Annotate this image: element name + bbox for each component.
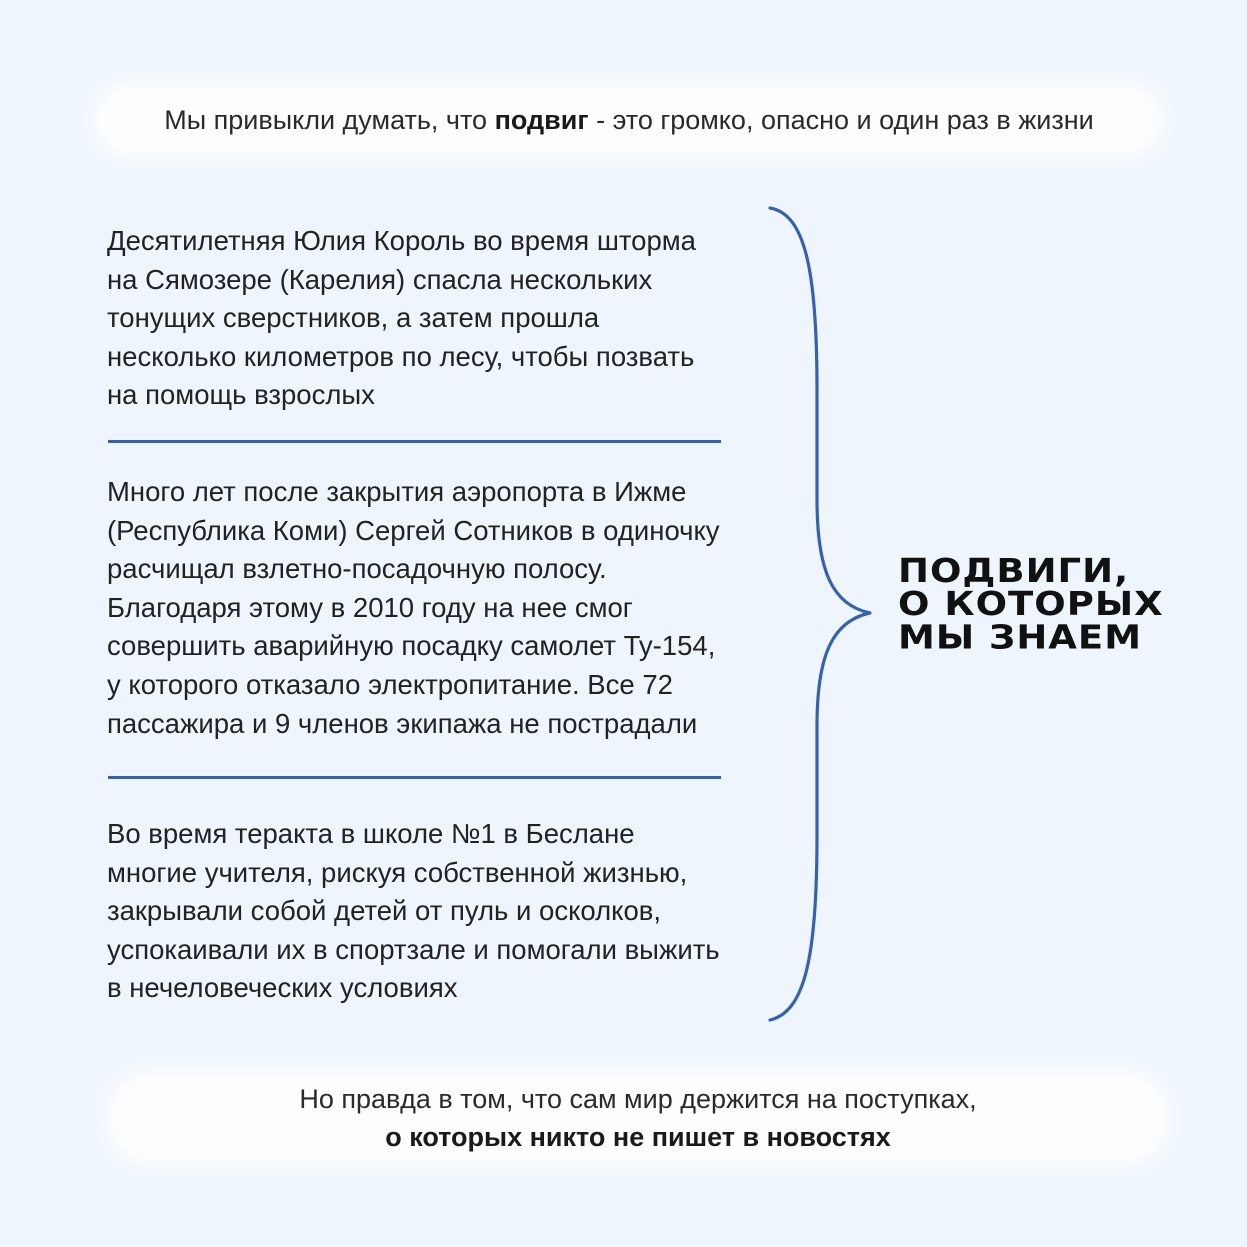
heading-line: ПОДВИГИ, [898, 551, 1130, 590]
story-yulia-korol [107, 222, 787, 415]
outro-line-2 [385, 1118, 891, 1156]
story-line: тонущих сверстников, а затем прошла [107, 302, 600, 334]
story-line: Во время теракта в школе №1 в Беслане [107, 818, 635, 849]
heading-line: МЫ ЗНАЕМ [898, 617, 1143, 657]
section-heading [898, 551, 1164, 657]
story-line: несколько километров по лесу, чтобы позвать [107, 340, 695, 372]
story-line: у которого отказало электропитание. Все 72 [107, 668, 673, 700]
story-line: успокаивали их в спортзале и помогали выжить [107, 933, 720, 965]
intro-text-before: Мы привыкли думать, что [164, 104, 495, 135]
story-line: совершить аварийную посадку самолет Ту-154, [107, 630, 716, 662]
divider [108, 440, 721, 443]
outro-line-2-bold: о которых никто не пишет в новостях [385, 1122, 891, 1152]
story-line: Десятилетняя Юлия Король во время шторма [107, 225, 696, 256]
intro-text [164, 105, 1094, 136]
story-line: в нечеловеческих условиях [107, 972, 458, 1004]
heading-line: О КОТОРЫХ [898, 584, 1164, 624]
story-beslan-teachers [107, 815, 787, 1008]
intro-text-bold: подвиг [494, 104, 589, 135]
curly-brace-icon [760, 200, 880, 1030]
story-line: многие учителя, рискуя собственной жизнью, [107, 856, 688, 888]
outro-banner [112, 1076, 1164, 1160]
intro-text-after: - это громко, опасно и один раз в жизни [588, 104, 1094, 135]
story-line: на помощь взрослых [107, 379, 375, 411]
divider [108, 776, 721, 779]
story-sergey-sotnikov [107, 473, 787, 743]
story-line: Много лет после закрытия аэропорта в Ижме [107, 476, 687, 507]
story-line: (Республика Коми) Сергей Сотников в одиночку [107, 514, 720, 546]
outro-line-1: Но правда в том, что сам мир держится на поступках, [299, 1084, 977, 1114]
story-line: закрывали собой детей от пуль и осколков, [107, 895, 662, 927]
story-line: Благодаря этому в 2010 году на нее смог [107, 591, 633, 623]
intro-banner [100, 88, 1158, 152]
story-line: на Сямозере (Карелия) спасла нескольких [107, 263, 653, 295]
story-line: расчищал взлетно-посадочную полосу. [107, 553, 607, 585]
story-line: пассажира и 9 членов экипажа не пострадали [107, 707, 698, 739]
